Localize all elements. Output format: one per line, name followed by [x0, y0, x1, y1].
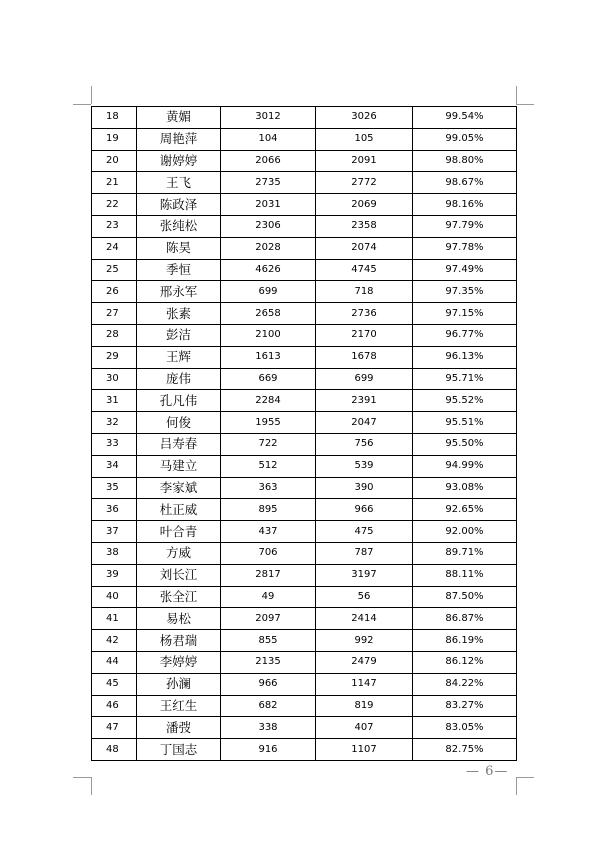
name-cell: 黄媚 — [137, 107, 221, 129]
row-index-cell: 25 — [92, 259, 137, 281]
row-index-cell: 19 — [92, 128, 137, 150]
value-a-cell: 512 — [221, 455, 316, 477]
value-b-cell: 3197 — [316, 564, 413, 586]
name-cell: 刘长江 — [137, 564, 221, 586]
table-row — [92, 346, 517, 368]
name-cell: 孙澜 — [137, 673, 221, 695]
row-index-cell: 46 — [92, 695, 137, 717]
percentage-cell: 97.49% — [413, 259, 517, 281]
value-b-cell: 2047 — [316, 412, 413, 434]
row-index-cell: 20 — [92, 150, 137, 172]
table-row — [92, 303, 517, 325]
value-b-cell: 819 — [316, 695, 413, 717]
value-a-cell: 2306 — [221, 215, 316, 237]
value-b-cell: 1147 — [316, 673, 413, 695]
table-row — [92, 128, 517, 150]
value-a-cell: 669 — [221, 368, 316, 390]
percentage-cell: 99.05% — [413, 128, 517, 150]
name-cell: 周艳萍 — [137, 128, 221, 150]
percentage-cell: 97.35% — [413, 281, 517, 303]
percentage-cell: 98.67% — [413, 172, 517, 194]
name-cell: 何俊 — [137, 412, 221, 434]
percentage-cell: 99.54% — [413, 107, 517, 129]
percentage-cell: 83.27% — [413, 695, 517, 717]
value-b-cell: 1107 — [316, 739, 413, 761]
table-row — [92, 455, 517, 477]
value-b-cell: 787 — [316, 542, 413, 564]
row-index-cell: 23 — [92, 215, 137, 237]
percentage-cell: 98.80% — [413, 150, 517, 172]
percentage-cell: 95.71% — [413, 368, 517, 390]
percentage-cell: 96.77% — [413, 324, 517, 346]
ranking-table — [91, 106, 517, 761]
value-b-cell: 992 — [316, 630, 413, 652]
table-row — [92, 586, 517, 608]
row-index-cell: 40 — [92, 586, 137, 608]
value-b-cell: 2091 — [316, 150, 413, 172]
value-b-cell: 2736 — [316, 303, 413, 325]
row-index-cell: 29 — [92, 346, 137, 368]
page-number: — 6— — [466, 764, 509, 779]
value-a-cell: 916 — [221, 739, 316, 761]
table-row — [92, 368, 517, 390]
table-row — [92, 739, 517, 761]
table-row — [92, 477, 517, 499]
name-cell: 易松 — [137, 608, 221, 630]
table-row — [92, 717, 517, 739]
table-row — [92, 651, 517, 673]
percentage-cell: 86.19% — [413, 630, 517, 652]
name-cell: 张纯松 — [137, 215, 221, 237]
table-row — [92, 237, 517, 259]
name-cell: 季恒 — [137, 259, 221, 281]
row-index-cell: 28 — [92, 324, 137, 346]
percentage-cell: 82.75% — [413, 739, 517, 761]
row-index-cell: 47 — [92, 717, 137, 739]
row-index-cell: 22 — [92, 194, 137, 216]
value-a-cell: 2031 — [221, 194, 316, 216]
table-row — [92, 281, 517, 303]
row-index-cell: 37 — [92, 521, 137, 543]
crop-mark-top-right-h — [516, 104, 534, 105]
value-b-cell: 2414 — [316, 608, 413, 630]
row-index-cell: 18 — [92, 107, 137, 129]
row-index-cell: 38 — [92, 542, 137, 564]
value-b-cell: 756 — [316, 433, 413, 455]
crop-mark-top-left-v — [91, 86, 92, 104]
table-row — [92, 542, 517, 564]
table-row — [92, 215, 517, 237]
percentage-cell: 95.50% — [413, 433, 517, 455]
row-index-cell: 21 — [92, 172, 137, 194]
name-cell: 陈政泽 — [137, 194, 221, 216]
row-index-cell: 32 — [92, 412, 137, 434]
value-a-cell: 4626 — [221, 259, 316, 281]
value-a-cell: 2658 — [221, 303, 316, 325]
value-a-cell: 706 — [221, 542, 316, 564]
value-b-cell: 390 — [316, 477, 413, 499]
row-index-cell: 45 — [92, 673, 137, 695]
table-row — [92, 433, 517, 455]
value-b-cell: 966 — [316, 499, 413, 521]
name-cell: 邢永军 — [137, 281, 221, 303]
row-index-cell: 26 — [92, 281, 137, 303]
table-row — [92, 150, 517, 172]
percentage-cell: 86.87% — [413, 608, 517, 630]
name-cell: 杨君瑞 — [137, 630, 221, 652]
name-cell: 庞伟 — [137, 368, 221, 390]
name-cell: 谢婷婷 — [137, 150, 221, 172]
name-cell: 张素 — [137, 303, 221, 325]
value-b-cell: 2772 — [316, 172, 413, 194]
percentage-cell: 98.16% — [413, 194, 517, 216]
row-index-cell: 27 — [92, 303, 137, 325]
crop-mark-bottom-left-v — [91, 777, 92, 795]
name-cell: 马建立 — [137, 455, 221, 477]
value-b-cell: 1678 — [316, 346, 413, 368]
percentage-cell: 88.11% — [413, 564, 517, 586]
name-cell: 李婷婷 — [137, 651, 221, 673]
value-a-cell: 49 — [221, 586, 316, 608]
crop-mark-bottom-right-h — [516, 777, 534, 778]
value-a-cell: 722 — [221, 433, 316, 455]
percentage-cell: 95.51% — [413, 412, 517, 434]
crop-mark-top-left-h — [73, 104, 91, 105]
name-cell: 王辉 — [137, 346, 221, 368]
table-row — [92, 564, 517, 586]
ranking-table-body — [92, 107, 517, 761]
value-a-cell: 2028 — [221, 237, 316, 259]
table-row — [92, 608, 517, 630]
percentage-cell: 95.52% — [413, 390, 517, 412]
value-a-cell: 682 — [221, 695, 316, 717]
value-b-cell: 2391 — [316, 390, 413, 412]
table-row — [92, 673, 517, 695]
table-row — [92, 194, 517, 216]
name-cell: 吕寿春 — [137, 433, 221, 455]
value-b-cell: 2074 — [316, 237, 413, 259]
value-b-cell: 3026 — [316, 107, 413, 129]
percentage-cell: 97.15% — [413, 303, 517, 325]
value-a-cell: 2735 — [221, 172, 316, 194]
value-b-cell: 4745 — [316, 259, 413, 281]
percentage-cell: 97.78% — [413, 237, 517, 259]
name-cell: 彭洁 — [137, 324, 221, 346]
table-row — [92, 172, 517, 194]
value-a-cell: 2100 — [221, 324, 316, 346]
percentage-cell: 87.50% — [413, 586, 517, 608]
percentage-cell: 97.79% — [413, 215, 517, 237]
percentage-cell: 83.05% — [413, 717, 517, 739]
percentage-cell: 92.65% — [413, 499, 517, 521]
value-a-cell: 2284 — [221, 390, 316, 412]
table-row — [92, 107, 517, 129]
percentage-cell: 86.12% — [413, 651, 517, 673]
value-b-cell: 2069 — [316, 194, 413, 216]
value-b-cell: 699 — [316, 368, 413, 390]
percentage-cell: 96.13% — [413, 346, 517, 368]
row-index-cell: 31 — [92, 390, 137, 412]
table-row — [92, 499, 517, 521]
table-row — [92, 412, 517, 434]
name-cell: 潘弢 — [137, 717, 221, 739]
value-a-cell: 1613 — [221, 346, 316, 368]
name-cell: 张全江 — [137, 586, 221, 608]
value-a-cell: 699 — [221, 281, 316, 303]
value-a-cell: 2066 — [221, 150, 316, 172]
name-cell: 杜正威 — [137, 499, 221, 521]
crop-mark-bottom-left-h — [73, 777, 91, 778]
value-b-cell: 105 — [316, 128, 413, 150]
value-a-cell: 338 — [221, 717, 316, 739]
row-index-cell: 24 — [92, 237, 137, 259]
name-cell: 李家斌 — [137, 477, 221, 499]
row-index-cell: 36 — [92, 499, 137, 521]
row-index-cell: 35 — [92, 477, 137, 499]
crop-mark-top-right-v — [516, 86, 517, 104]
row-index-cell: 39 — [92, 564, 137, 586]
value-a-cell: 895 — [221, 499, 316, 521]
value-a-cell: 104 — [221, 128, 316, 150]
value-b-cell: 2358 — [316, 215, 413, 237]
table-row — [92, 521, 517, 543]
percentage-cell: 84.22% — [413, 673, 517, 695]
table-row — [92, 390, 517, 412]
value-b-cell: 539 — [316, 455, 413, 477]
table-row — [92, 259, 517, 281]
name-cell: 孔凡伟 — [137, 390, 221, 412]
value-a-cell: 437 — [221, 521, 316, 543]
value-a-cell: 966 — [221, 673, 316, 695]
crop-mark-bottom-right-v — [516, 777, 517, 795]
value-b-cell: 718 — [316, 281, 413, 303]
value-b-cell: 2479 — [316, 651, 413, 673]
row-index-cell: 33 — [92, 433, 137, 455]
name-cell: 王红生 — [137, 695, 221, 717]
name-cell: 陈昊 — [137, 237, 221, 259]
value-a-cell: 1955 — [221, 412, 316, 434]
value-b-cell: 56 — [316, 586, 413, 608]
value-a-cell: 363 — [221, 477, 316, 499]
value-a-cell: 2097 — [221, 608, 316, 630]
value-a-cell: 3012 — [221, 107, 316, 129]
percentage-cell: 94.99% — [413, 455, 517, 477]
value-a-cell: 2135 — [221, 651, 316, 673]
row-index-cell: 44 — [92, 651, 137, 673]
value-a-cell: 2817 — [221, 564, 316, 586]
percentage-cell: 92.00% — [413, 521, 517, 543]
value-b-cell: 2170 — [316, 324, 413, 346]
row-index-cell: 41 — [92, 608, 137, 630]
row-index-cell: 48 — [92, 739, 137, 761]
row-index-cell: 34 — [92, 455, 137, 477]
row-index-cell: 30 — [92, 368, 137, 390]
name-cell: 叶合青 — [137, 521, 221, 543]
name-cell: 王飞 — [137, 172, 221, 194]
table-row — [92, 630, 517, 652]
value-b-cell: 407 — [316, 717, 413, 739]
name-cell: 方威 — [137, 542, 221, 564]
percentage-cell: 93.08% — [413, 477, 517, 499]
row-index-cell: 42 — [92, 630, 137, 652]
value-a-cell: 855 — [221, 630, 316, 652]
value-b-cell: 475 — [316, 521, 413, 543]
table-row — [92, 324, 517, 346]
name-cell: 丁国志 — [137, 739, 221, 761]
percentage-cell: 89.71% — [413, 542, 517, 564]
table-row — [92, 695, 517, 717]
